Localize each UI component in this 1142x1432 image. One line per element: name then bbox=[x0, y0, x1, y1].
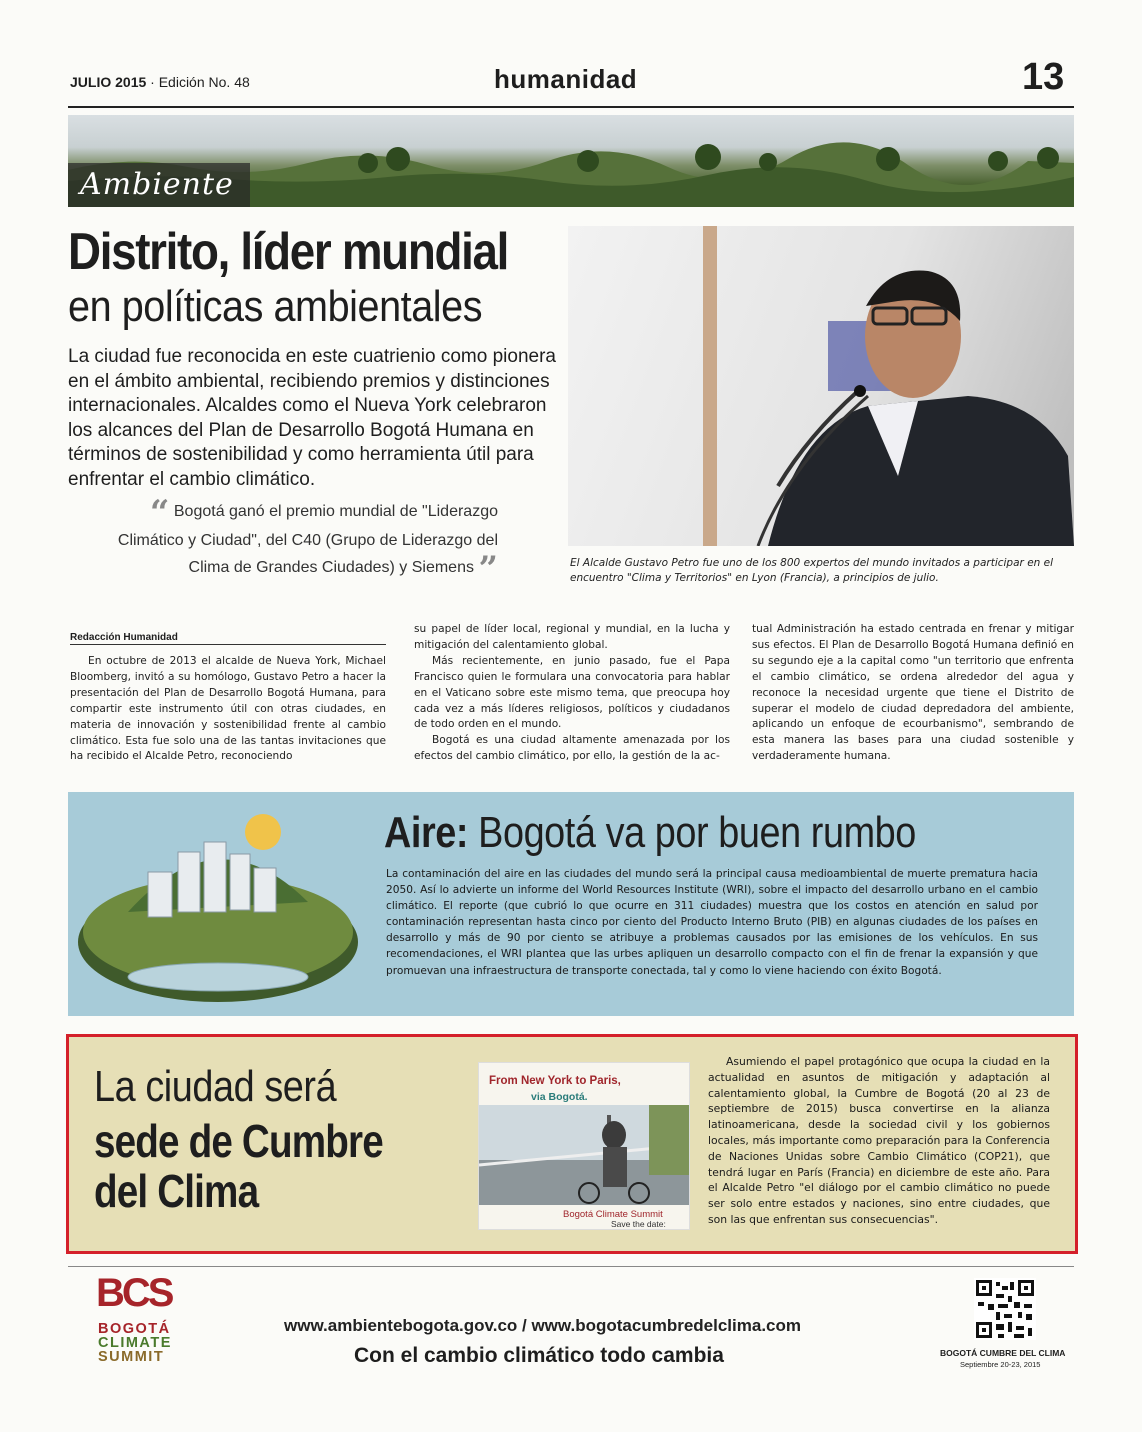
mayor-photo bbox=[568, 226, 1074, 546]
logo-mark: BCS bbox=[96, 1271, 172, 1315]
article-column-3 bbox=[752, 622, 1074, 765]
qr-code-icon bbox=[974, 1278, 1036, 1340]
header-rule bbox=[68, 106, 1074, 108]
aire-title: Aire: Bogotá va por buen rumbo bbox=[384, 808, 916, 857]
column-paragraph: Bogotá es una ciudad altamente amenazada por los efectos del cambio climático, por ello, la gestión de la ac- bbox=[414, 734, 730, 763]
summit-poster bbox=[478, 1062, 690, 1230]
summit-title-line1: La ciudad será bbox=[94, 1062, 337, 1111]
article-column-2 bbox=[414, 622, 730, 765]
header-date: JULIO 2015 · Edición No. 48 bbox=[70, 74, 250, 90]
summit-title-line3: del Clima bbox=[94, 1165, 259, 1217]
page-number: 13 bbox=[1022, 56, 1065, 98]
quote-open-icon: “ bbox=[149, 493, 170, 533]
poster-title: From New York to Paris, bbox=[489, 1075, 621, 1087]
summit-body bbox=[708, 1054, 1050, 1228]
poster-subtitle: via Bogotá. bbox=[531, 1091, 588, 1103]
logo-text: BOGOTÁ CLIMATE SUMMIT bbox=[98, 1321, 172, 1365]
footer-rule bbox=[68, 1266, 1074, 1267]
qr-date: Septiembre 20-23, 2015 bbox=[960, 1360, 1041, 1369]
section-label: Ambiente bbox=[68, 163, 250, 207]
photo-caption: El Alcalde Gustavo Petro fue uno de los 800 expertos del mundo invitados a participar en el encuentro "Clima y Territorios" en Lyon (Francia), a principios de julio. bbox=[570, 557, 1054, 584]
lead-paragraph: La ciudad fue reconocida en este cuatrienio como pionera en el ámbito ambiental, recibiendo premios y distinciones internacionales. Alcaldes como el Nueva York celebraron los alcances del Plan de Desarrollo Bogotá Humana en términos de sostenibilidad y como herramienta útil para enfrentar el cambio climático. bbox=[68, 346, 556, 490]
summit-paragraph: Asumiendo el papel protagónico que ocupa la ciudad en la actualidad en asuntos de mitigación y adaptación al calentamiento global, la Cumbre de Bogotá (20 al 23 de septiembre de 2015) busca convertirse en la alianza latinoamericana, desde la sociedad civil y los gobiernos locales, más importante como preparación para la Conferencia de Naciones Unidas sobre Cambio Climático (COP21), que tendrá lugar en París (Francia) en diciembre de este año. Para el Alcalde Petro "el diálogo por el cambio climático no puede ser solo entre estados y naciones, sino entre ciudades, que son las que enfrentan sus consecuencias". bbox=[708, 1055, 1050, 1226]
article-column-1 bbox=[70, 654, 386, 765]
pull-quote-text: Bogotá ganó el premio mundial de "Liderazgo Climático y Ciudad", del C40 (Grupo de Liderazgo del Clima de Grandes Ciudades) y Siemens bbox=[117, 503, 498, 576]
footer-tagline: Con el cambio climático todo cambia bbox=[354, 1344, 724, 1367]
byline: Redacción Humanidad bbox=[70, 632, 178, 643]
city-illustration bbox=[68, 792, 388, 1016]
footer-urls[interactable]: www.ambientebogota.gov.co / www.bogotacumbredelclima.com bbox=[284, 1316, 801, 1335]
column-paragraph: En octubre de 2013 el alcalde de Nueva York, Michael Bloomberg, invitó a su homólogo, Gustavo Petro a hacer la presentación del Plan de Desarrollo Bogotá Humana, para compartir este instrumento útil con otras ciudades, en materia de innovación y sostenibilidad frente al cambio climático. Esta fue solo una de las tantas invitaciones que ha recibido el Alcalde Petro, reconociendo bbox=[70, 655, 386, 763]
poster-save-date: Save the date: bbox=[611, 1219, 666, 1229]
byline-rule bbox=[70, 644, 386, 645]
summit-title-line2: sede de Cumbre bbox=[94, 1115, 383, 1167]
speaker-illustration bbox=[568, 226, 1074, 546]
qr-title: BOGOTÁ CUMBRE DEL CLIMA bbox=[940, 1348, 1066, 1358]
aire-body: La contaminación del aire en las ciudades del mundo será la principal causa medioambiental de muerte prematura hacia 2050. Así lo advierte un informe del World Resources Institute (WRI), sobre el impacto del desarrollo urbano en el cambio climático. El reporte (que cubrió lo que ocurre en 311 ciudades) muestra que los costos en atención en salud por contaminación representan hasta cinco por ciento del Producto Interno Bruto (PIB) en algunas ciudades de los países en desarrollo y más de 90 por ciento se atribuye a problemas causados por las emisiones de los vehículos. En sus recomendaciones, el WRI plantea que las urbes apliquen un desarrollo compacto con el fin de frenar la expansión y que promuevan una infraestructura de transporte conectada, tal y como lo viene haciendo con éxito Bogotá. bbox=[386, 868, 1038, 977]
column-paragraph: su papel de líder local, regional y mundial, en la lucha y mitigación del calentamiento global. bbox=[414, 623, 730, 651]
header-edition: · Edición No. 48 bbox=[150, 74, 250, 90]
column-paragraph: tual Administración ha estado centrada en frenar y mitigar sus efectos. El Plan de Desarrollo Bogotá Humana definió en su segundo eje a la capital como "un territorio que enfrenta el cambio climático, se ordena alrededor del agua y reconoce la necesidad urgente que tiene el Distrito de superar el modelo de ciudad depredadora del ambiente, aplicando un enfoque de ecourbanismo", sembrando de esta manera las bases para una ciudad sostenible y verdaderamente humana. bbox=[752, 623, 1074, 763]
quote-close-icon: ” bbox=[478, 549, 498, 589]
poster-event: Bogotá Climate Summit bbox=[563, 1209, 663, 1220]
pull-quote bbox=[108, 493, 498, 589]
section-banner bbox=[68, 115, 1074, 207]
header-section: humanidad bbox=[494, 64, 638, 94]
headline-subtitle: en políticas ambientales bbox=[68, 282, 483, 331]
headline: Distrito, líder mundial bbox=[68, 223, 508, 281]
cyclists-illustration bbox=[479, 1105, 689, 1205]
column-paragraph: Más recientemente, en junio pasado, fue el Papa Francisco quien le formulara una convocatoria para hablar en el Vaticano sobre este mismo tema, que preocupa hoy cada vez a más líderes religiosos, políticos y ciudadanos de todo orden en el mundo. bbox=[414, 654, 730, 731]
